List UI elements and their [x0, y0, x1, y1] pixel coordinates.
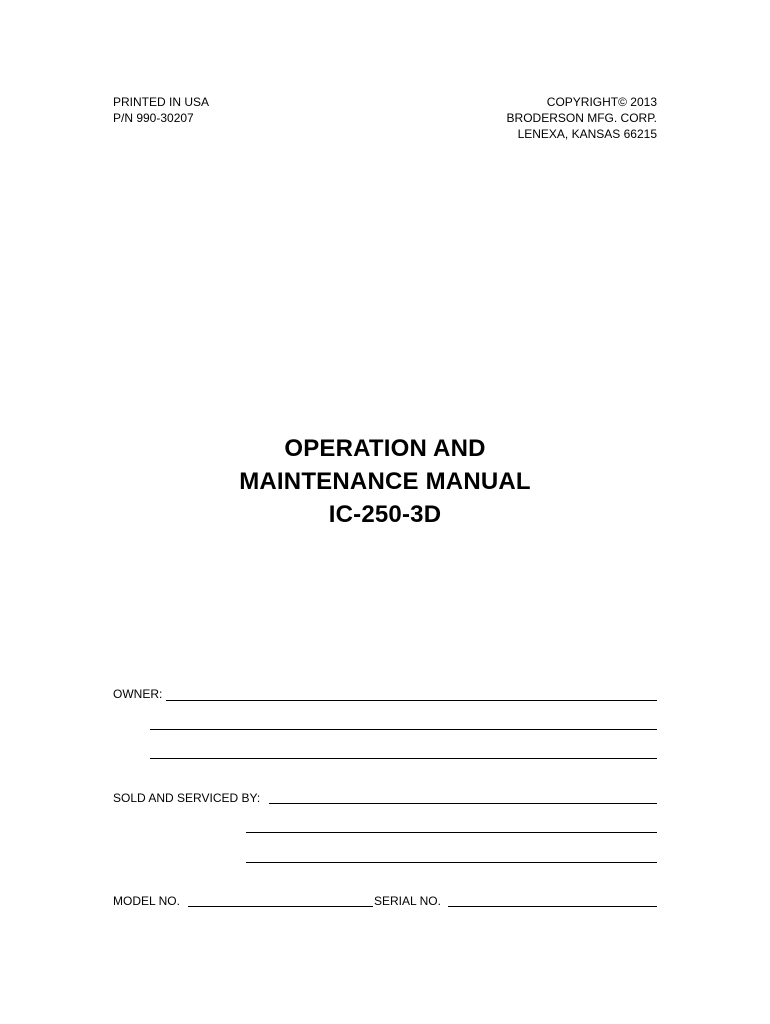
sold-serviced-label: SOLD AND SERVICED BY:: [113, 791, 261, 805]
model-number-label: MODEL NO.: [113, 894, 180, 908]
dealer-line-2[interactable]: [246, 832, 657, 833]
owner-line-2[interactable]: [150, 729, 657, 730]
company-name: BRODERSON MFG. CORP.: [506, 111, 657, 125]
copyright-line: COPYRIGHT© 2013: [546, 95, 657, 109]
owner-line-3[interactable]: [150, 758, 657, 759]
serial-number-line[interactable]: [448, 906, 657, 907]
owner-label: OWNER:: [113, 687, 163, 701]
title-line-1: OPERATION AND: [284, 435, 486, 462]
title-line-2: MAINTENANCE MANUAL: [239, 468, 531, 495]
printed-in-label: PRINTED IN USA: [113, 95, 210, 109]
dealer-line-1[interactable]: [269, 803, 657, 804]
model-designation: IC-250-3D: [328, 501, 442, 528]
serial-number-label: SERIAL NO.: [374, 894, 441, 908]
company-address: LENEXA, KANSAS 66215: [517, 127, 657, 141]
dealer-line-3[interactable]: [246, 862, 657, 863]
owner-line-1[interactable]: [166, 700, 657, 701]
model-number-line[interactable]: [188, 906, 373, 907]
part-number: P/N 990-30207: [113, 111, 194, 125]
